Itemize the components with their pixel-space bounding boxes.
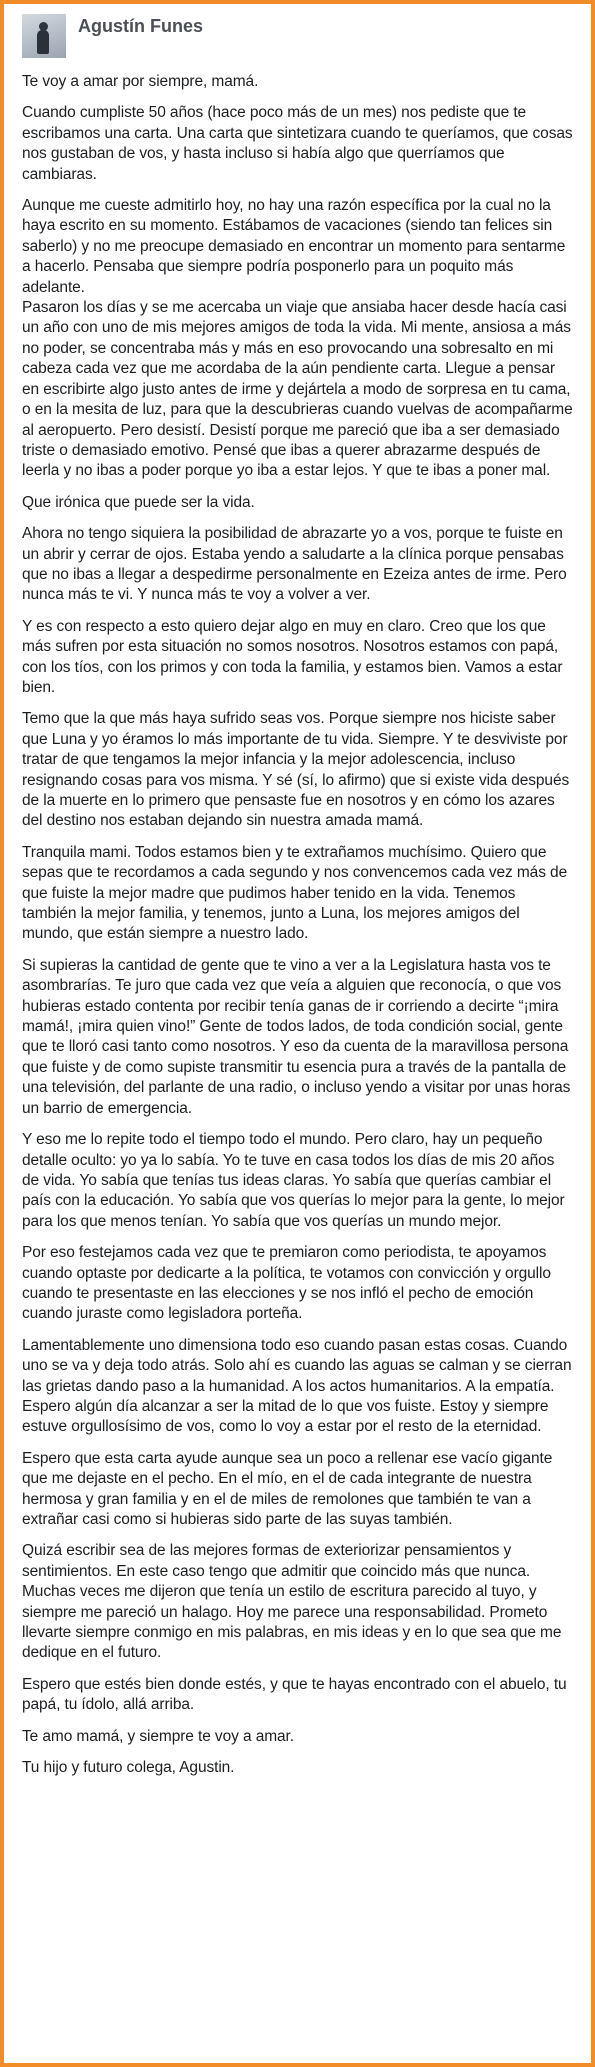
paragraph-16: Quizá escribir sea de las mejores formas de exteriorizar pensamientos y sentimientos. En este caso tengo que admitir que coincido más que nunca. Muchas veces me dijeron que tenía un estilo de escritura parecido al tuyo, y siempre me pareció un halago. Hoy me parece una responsabilidad. Prometo llevarte siempre conmigo en mis palabras, en mis ideas y en lo que sea que me dedique en el futuro.: [22, 1542, 562, 1662]
post-body: [22, 72, 573, 1778]
paragraph-19: Tu hijo y futuro colega, Agustin.: [22, 1759, 235, 1777]
paragraph-9: Tranquila mami. Todos estamos bien y te extrañamos muchísimo. Quiero que sepas que te recordamos a cada segundo y nos convencemos cada vez más de que fuiste la mejor madre que pudimos haber tenido en la vida. Tenemos también la mejor familia, y tenemos, junto a Luna, los mejores amigos del mundo, que están siempre a nuestro lado.: [22, 843, 568, 943]
paragraph-1: Te voy a amar por siempre, mamá.: [22, 73, 259, 90]
paragraph-10: Si supieras la cantidad de gente que te vino a ver a la Legislatura hasta vos te asombrarías. Te juro que cada vez que veía a alguien que reconocía, o que vos hubieras estado contenta por recibir tenía ganas de ir corriendo a decirte “¡mira mamá!, ¡mira quien vino!” Gente de todos lados, de toda condición social, gente que te lloró casi tanto como nosotros. Y eso da cuenta de la maravillosa persona que fuiste y de como supiste transmitir tu esencia pura a través de la pantalla de una televisión, del parlante de una radio, o incluso yendo a visitar por unas horas un barrio de emergencia.: [22, 956, 571, 1117]
paragraph-5: Que irónica que puede ser la vida.: [22, 493, 255, 511]
facebook-post: [4, 4, 591, 2063]
author-name[interactable]: Agustín Funes: [78, 16, 203, 36]
avatar-person-body: [37, 30, 49, 54]
paragraph-2: Cuando cumpliste 50 años (hace poco más de un mes) nos pediste que te escribamos una carta. Una carta que sintetizara cuando te queríamos, que cosas nos gustaban de vos, y hasta incluso si había algo que querríamos que cambiaras.: [22, 104, 573, 183]
paragraph-6: Ahora no tengo siquiera la posibilidad de abrazarte yo a vos, porque te fuiste en un abrir y cerrar de ojos. Estaba yendo a saludarte a la clínica porque pensabas que no ibas a llegar a despedirme personalmente en Ezeiza antes de irme. Pero nunca más te vi. Y nunca más te voy a volver a ver.: [22, 525, 567, 604]
author-avatar[interactable]: [22, 14, 66, 58]
paragraph-7: Y es con respecto a esto quiero dejar algo en muy en claro. Creo que los que más sufren por esta situación no somos nosotros. Nosotros estamos con papá, con los tíos, con los primos y con toda la familia, y estamos bien. Vamos a estar bien.: [22, 617, 563, 696]
post-header: [22, 14, 573, 72]
paragraph-4: Pasaron los días y se me acercaba un viaje que ansiaba hacer desde hacía casi un año con uno de mis mejores amigos de toda la vida. Mi mente, ansiosa a más no poder, se concentraba más y más en eso provocando una sobresalto en mi cabeza cada vez que me acordaba de la aún pendiente carta. Llegue a pensar en escribirte algo justo antes de irme y dejártela a modo de sorpresa en tu cama, o en la mesita de luz, para que la descubrieras cuando vuelvas de acompañarme al aeropuerto. Pero desistí. Desistí porque me pareció que iba a ser demasiado triste o demasiado emotivo. Pensé que ibas a querer abrazarme después de leerla y no ibas a poder porque yo iba a estar lejos. Y que te ibas a poner mal.: [22, 299, 573, 480]
paragraph-3: Aunque me cueste admitirlo hoy, no hay una razón específica por la cual no la haya escrito en su momento. Estábamos de vacaciones (siendo tan felices sin saberlo) y no me preocupe demasiado en encontrar un momento para sentarme a hacerlo. Pensaba que siempre podría posponerlo para un poquito más adelante.: [22, 197, 566, 296]
paragraph-13: Lamentablemente uno dimensiona todo eso cuando pasan estas cosas. Cuando uno se va y deja todo atrás. Solo ahí es cuando las aguas se calman y se cierran las grietas dando paso a la humanidad. A los actos humanitarios. A la empatía.: [22, 1336, 572, 1395]
paragraph-12: Por eso festejamos cada vez que te premiaron como periodista, te apoyamos cuando optaste por dedicarte a la política, te votamos con convicción y orgullo cuando te presentaste en las elecciones y se nos infló el pecho de emoción cuando juraste como legisladora porteña.: [22, 1244, 551, 1323]
paragraph-8: Temo que la que más haya sufrido seas vos. Porque siempre nos hiciste saber que Luna y yo éramos lo más importante de tu vida. Siempre. Y te desviviste por tratar de que tengamos la mejor infancia y la mejor adolescencia, incluso resignando cosas para vos misma. Y sé (sí, lo afirmo) que si existe vida después de la muerte en lo primero que pensaste fue en nosotros y en cómo los azares del destino nos estaban dejando sin nuestra amada mamá.: [22, 710, 570, 830]
paragraph-18: Te amo mamá, y siempre te voy a amar.: [22, 1727, 294, 1745]
paragraph-15: Espero que esta carta ayude aunque sea un poco a rellenar ese vacío gigante que me dejaste en el pecho. En el mío, en el de cada integrante de nuestra hermosa y gran familia y en el de miles de remolones que también te van a extrañar casi como si hubieras sido parte de las suyas también.: [22, 1449, 553, 1528]
paragraph-11: Y eso me lo repite todo el tiempo todo el mundo. Pero claro, hay un pequeño detalle oculto: yo ya lo sabía. Yo te tuve en casa todos los días de mis 20 años de vida. Yo sabía que tenías tus ideas claras. Yo sabía que querías cambiar el país con la educación. Yo sabía que vos querías lo mejor para la gente, lo mejor para los que menos tenían. Yo sabía que vos querías un mundo mejor.: [22, 1131, 565, 1230]
paragraph-14: Espero algún día alcanzar a ser la mitad de lo que vos fuiste. Estoy y siempre estuve orgullosísimo de vos, como lo voy a estar por el resto de la eternidad.: [22, 1397, 549, 1436]
paragraph-17: Espero que estés bien donde estés, y que te hayas encontrado con el abuelo, tu papá, tu ídolo, allá arriba.: [22, 1675, 567, 1714]
